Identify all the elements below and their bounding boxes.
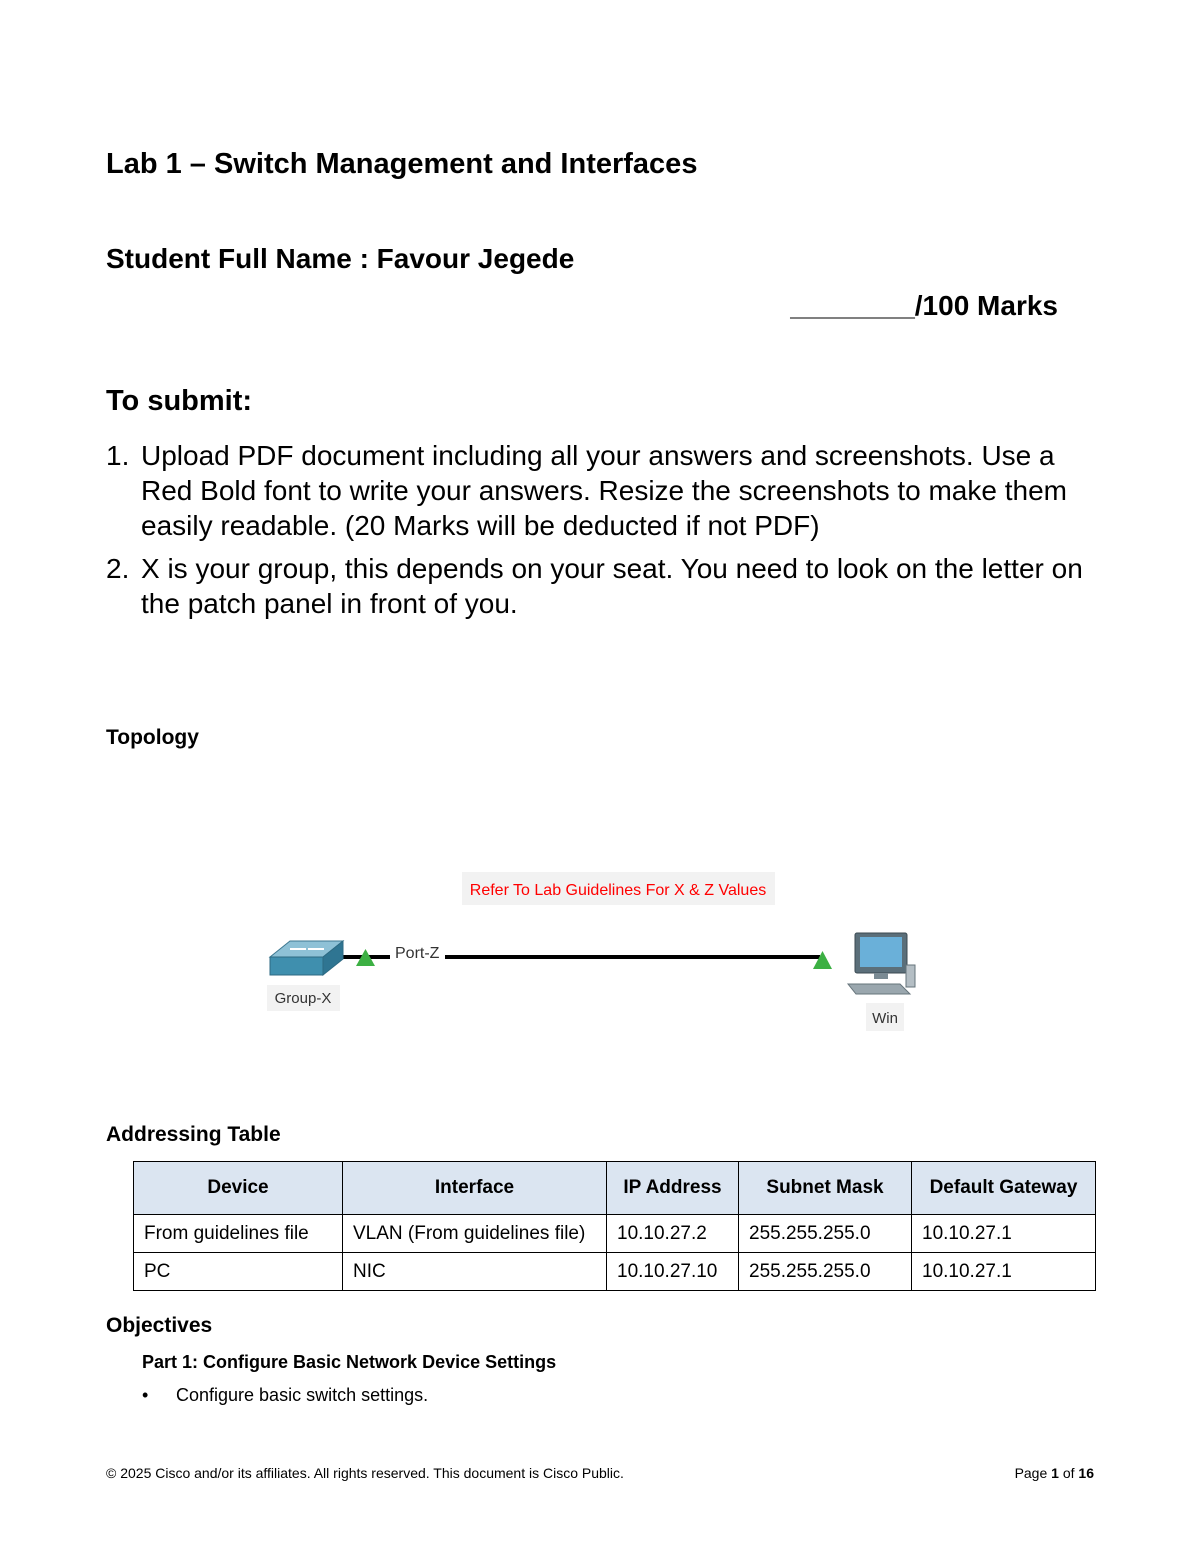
bullet-item [142, 1385, 428, 1406]
list-text: Upload PDF document including all your answers and screenshots. Use a Red Bold font to write your answers. Resize the screenshots to make them easily readable. (20 Marks will be deducted if not PDF) [141, 440, 1067, 541]
bullet-text: Configure basic switch settings. [176, 1385, 429, 1405]
pc-label: Win [872, 1010, 898, 1027]
page-title: Lab 1 – Switch Management and Interfaces [106, 148, 698, 180]
footer-copyright: © 2025 Cisco and/or its affiliates. All rights reserved. This document is Cisco Public. [106, 1465, 624, 1481]
page-number [1015, 1465, 1094, 1481]
table-cell: 10.10.27.2 [607, 1215, 739, 1253]
addressing-heading: Addressing Table [106, 1123, 281, 1146]
list-item [106, 551, 1096, 621]
table-cell: VLAN (From guidelines file) [343, 1215, 607, 1253]
col-header-mask: Subnet Mask [739, 1162, 912, 1215]
list-number: 1. [106, 440, 130, 471]
col-header-gateway: Default Gateway [912, 1162, 1096, 1215]
student-name: Student Full Name : Favour Jegede [106, 243, 575, 274]
topology-heading: Topology [106, 726, 199, 749]
switch-label: Group-X [274, 990, 332, 1007]
table-cell: From guidelines file [134, 1215, 343, 1253]
page-current: 1 [1051, 1465, 1059, 1481]
bullet-icon: • [142, 1385, 149, 1405]
table-row [134, 1215, 1096, 1253]
table-cell: 10.10.27.1 [912, 1215, 1096, 1253]
table-cell: 255.255.255.0 [739, 1215, 912, 1253]
table-cell: NIC [343, 1253, 607, 1291]
objectives-heading: Objectives [106, 1314, 213, 1337]
note-text: Refer To Lab Guidelines For X & Z Values [469, 882, 767, 899]
switch-icon[interactable] [270, 941, 343, 975]
list-item [106, 438, 1096, 543]
list-number: 2. [106, 553, 130, 584]
marks-line: ________/100 Marks [790, 290, 1058, 321]
part1-heading: Part 1: Configure Basic Network Device Settings [142, 1352, 557, 1372]
page-of: of [1062, 1465, 1075, 1481]
port-label: Port-Z [395, 945, 440, 962]
col-header-device: Device [134, 1162, 343, 1215]
table-cell: 10.10.27.1 [912, 1253, 1096, 1291]
col-header-ip: IP Address [607, 1162, 739, 1215]
link-up-icon [813, 951, 832, 969]
submit-heading: To submit: [106, 385, 253, 417]
table-cell: PC [134, 1253, 343, 1291]
col-header-interface: Interface [343, 1162, 607, 1215]
table-row [134, 1253, 1096, 1291]
page-total: 16 [1078, 1465, 1094, 1481]
table-header-row [134, 1162, 1096, 1215]
submit-list [106, 438, 1096, 629]
table-cell: 10.10.27.10 [607, 1253, 739, 1291]
list-text: X is your group, this depends on your seat. You need to look on the letter on the patch panel in front of you. [141, 553, 1083, 619]
page-prefix: Page [1014, 1465, 1048, 1481]
table-cell: 255.255.255.0 [739, 1253, 912, 1291]
topology-diagram [250, 860, 950, 1050]
addressing-table [133, 1161, 1096, 1291]
pc-icon[interactable] [848, 933, 915, 994]
